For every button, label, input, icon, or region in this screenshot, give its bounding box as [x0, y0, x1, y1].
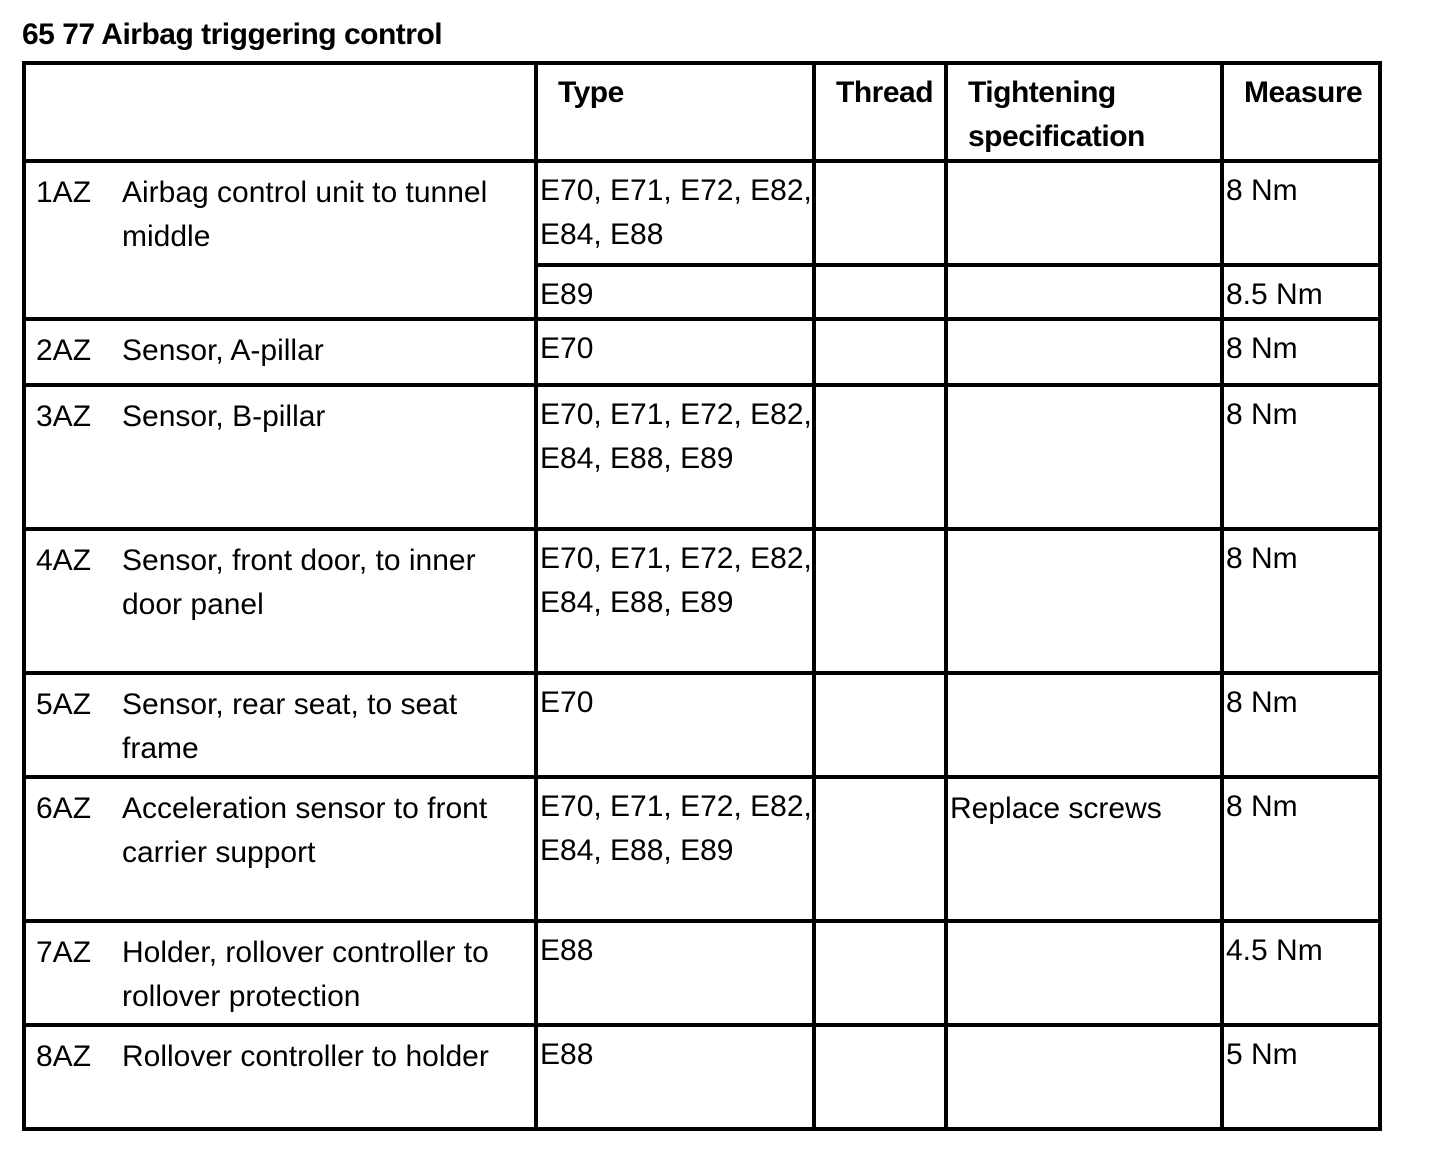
header-tightening-line1: Tightening [968, 76, 1116, 109]
spec-value [948, 923, 1220, 929]
header-measure: Measure [1244, 76, 1363, 109]
measure-value: 8 Nm [1226, 790, 1298, 823]
measure-cell [1222, 673, 1380, 777]
measure-cell [1222, 265, 1380, 319]
spec-value [948, 387, 1220, 393]
measure-cell [1222, 385, 1380, 529]
header-tightening-cell [946, 63, 1222, 161]
item-description: Acceleration sensor to front carrier support [122, 792, 488, 869]
measure-value: 8 Nm [1226, 542, 1298, 575]
type-value: E70, E71, E72, E82, E84, E88, E89 [540, 790, 812, 867]
item-code: 1AZ [36, 176, 92, 209]
type-value: E89 [540, 278, 594, 311]
type-cell [536, 1025, 814, 1129]
item-code: 2AZ [36, 334, 92, 367]
thread-value [816, 779, 944, 785]
thread-value [816, 387, 944, 393]
measure-cell [1222, 319, 1380, 385]
thread-value [816, 675, 944, 681]
header-type: Type [558, 76, 624, 109]
item-cell [24, 1025, 536, 1129]
header-tightening-line2: specification [968, 120, 1145, 153]
thread-cell [814, 385, 946, 529]
spec-value: Replace screws [950, 792, 1162, 825]
type-value: E70, E71, E72, E82, E84, E88, E89 [540, 398, 812, 475]
type-cell [536, 161, 814, 265]
spec-value [948, 675, 1220, 681]
item-description: Sensor, B-pillar [122, 400, 326, 433]
item-code: 7AZ [36, 936, 92, 969]
thread-value [816, 267, 944, 273]
item-description: Airbag control unit to tunnel middle [122, 176, 488, 253]
header-measure-cell [1222, 63, 1380, 161]
item-description: Rollover controller to holder [122, 1040, 489, 1073]
type-value: E70 [540, 686, 594, 719]
header-item-cell [24, 63, 536, 161]
measure-value: 8 Nm [1226, 686, 1298, 719]
thread-cell [814, 265, 946, 319]
table-row [24, 921, 1380, 1025]
type-cell [536, 777, 814, 921]
spec-cell [946, 921, 1222, 1025]
measure-cell [1222, 161, 1380, 265]
spec-value [948, 531, 1220, 537]
type-value: E70, E71, E72, E82, E84, E88, E89 [540, 542, 812, 619]
type-cell [536, 265, 814, 319]
header-row [24, 63, 1380, 161]
thread-cell [814, 921, 946, 1025]
item-cell [24, 319, 536, 385]
spec-value [948, 163, 1220, 169]
thread-cell [814, 319, 946, 385]
measure-cell [1222, 777, 1380, 921]
item-code: 3AZ [36, 400, 92, 433]
spec-cell [946, 319, 1222, 385]
item-cell [24, 529, 536, 673]
thread-value [816, 321, 944, 327]
spec-cell [946, 1025, 1222, 1129]
item-code: 5AZ [36, 688, 92, 721]
measure-value: 8 Nm [1226, 398, 1298, 431]
page-title: 65 77 Airbag triggering control [22, 18, 443, 51]
item-description: Sensor, front door, to inner door panel [122, 544, 476, 621]
table-row [24, 385, 1380, 529]
type-cell [536, 319, 814, 385]
thread-cell [814, 529, 946, 673]
thread-value [816, 923, 944, 929]
header-type-cell [536, 63, 814, 161]
measure-value: 8 Nm [1226, 332, 1298, 365]
spec-cell [946, 777, 1222, 921]
spec-value [948, 1027, 1220, 1033]
header-tightening [948, 65, 1220, 159]
measure-cell [1222, 921, 1380, 1025]
spec-value [948, 321, 1220, 327]
thread-value [816, 163, 944, 169]
table-row [24, 529, 1380, 673]
table-row [24, 161, 1380, 265]
header-thread-cell [814, 63, 946, 161]
item-cell [24, 385, 536, 529]
spec-cell [946, 161, 1222, 265]
table-row [24, 319, 1380, 385]
type-cell [536, 529, 814, 673]
measure-cell [1222, 1025, 1380, 1129]
table-row [24, 777, 1380, 921]
measure-value: 5 Nm [1226, 1038, 1298, 1071]
table-row [24, 673, 1380, 777]
item-cell [24, 921, 536, 1025]
type-cell [536, 385, 814, 529]
item-code: 4AZ [36, 544, 92, 577]
spec-cell [946, 673, 1222, 777]
item-cell [24, 673, 536, 777]
type-cell [536, 921, 814, 1025]
item-description: Holder, rollover controller to rollover protection [122, 936, 489, 1013]
spec-cell [946, 529, 1222, 673]
spec-cell [946, 265, 1222, 319]
item-code: 8AZ [36, 1040, 92, 1073]
type-value: E70, E71, E72, E82, E84, E88 [540, 174, 812, 251]
thread-cell [814, 673, 946, 777]
thread-cell [814, 161, 946, 265]
thread-cell [814, 1025, 946, 1129]
torque-spec-table [22, 61, 1382, 1131]
type-value: E88 [540, 934, 594, 967]
table-row [24, 1025, 1380, 1129]
type-cell [536, 673, 814, 777]
thread-value [816, 1027, 944, 1033]
item-code: 6AZ [36, 792, 92, 825]
item-description: Sensor, rear seat, to seat frame [122, 688, 458, 765]
thread-value [816, 531, 944, 537]
header-thread: Thread [836, 76, 934, 109]
item-cell [24, 161, 536, 319]
spec-value [948, 267, 1220, 273]
item-description: Sensor, A-pillar [122, 334, 324, 367]
type-value: E70 [540, 332, 594, 365]
measure-value: 8.5 Nm [1226, 278, 1323, 311]
measure-value: 8 Nm [1226, 174, 1298, 207]
thread-cell [814, 777, 946, 921]
item-cell [24, 777, 536, 921]
measure-value: 4.5 Nm [1226, 934, 1323, 967]
type-value: E88 [540, 1038, 594, 1071]
measure-cell [1222, 529, 1380, 673]
spec-cell [946, 385, 1222, 529]
